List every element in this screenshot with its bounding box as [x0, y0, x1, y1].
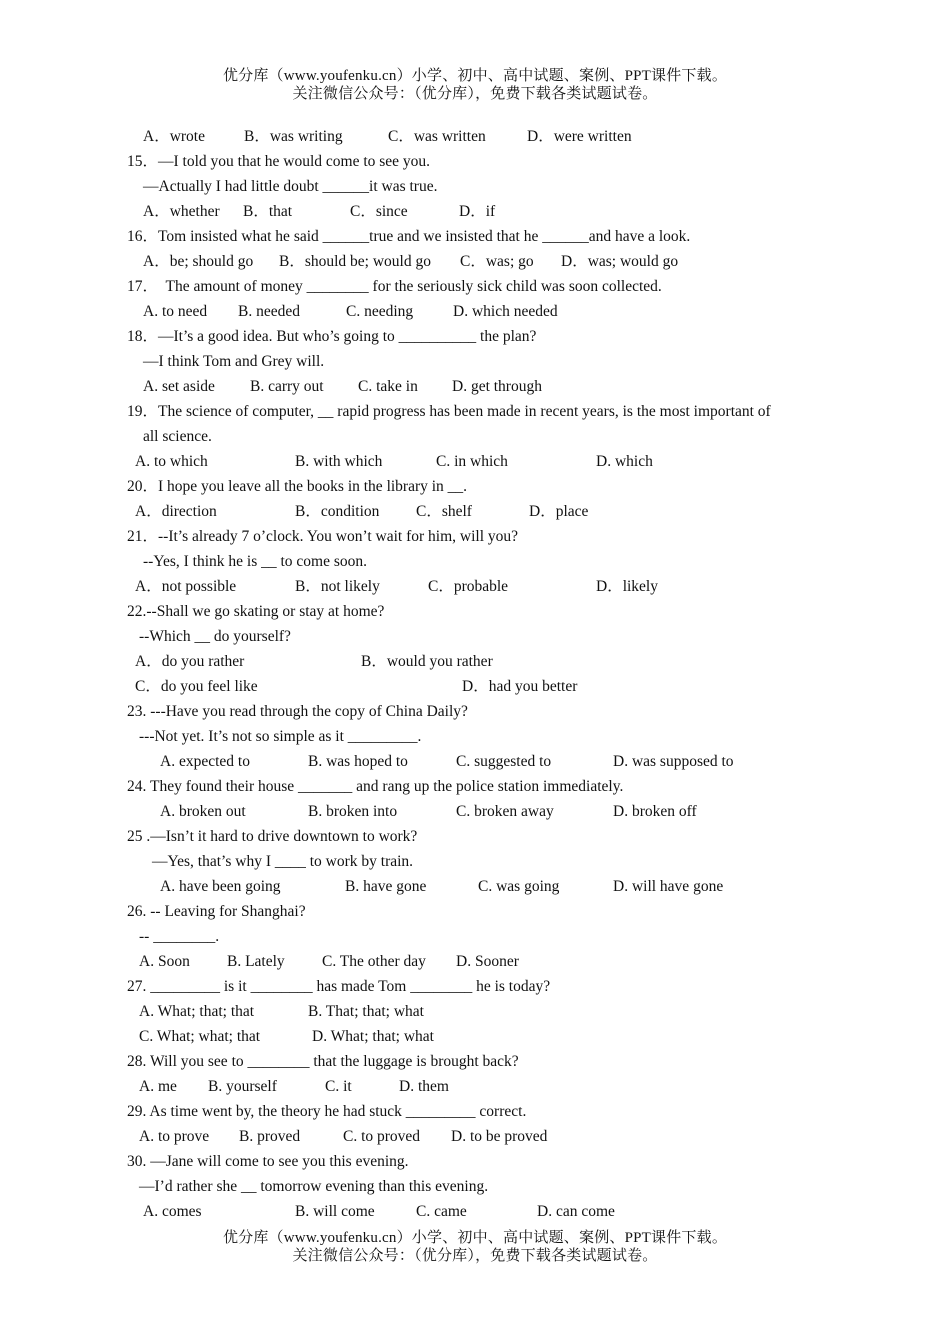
q29-option-b: B. proved: [239, 1128, 301, 1145]
q14-option-b: B．was writing: [244, 128, 343, 145]
q18-stem: 18．—It’s a good idea. But who’s going to __________ the plan?: [127, 328, 537, 345]
header-line-2: 关注微信公众号：（优分库），免费下载各类试题试卷。: [292, 86, 658, 102]
q23-option-c: C. suggested to: [456, 753, 552, 770]
q15-option-c: C．since: [350, 203, 408, 220]
q30-option-a: A. comes: [143, 1203, 202, 1220]
q19-option-c: C. in which: [436, 453, 508, 470]
q16-stem: 16．Tom insisted what he said ______true and we insisted that he ______and have a look.: [127, 228, 691, 245]
q22-option-c: C．do you feel like: [135, 678, 258, 695]
q30-option-d: D. can come: [537, 1203, 615, 1220]
q22-stem-2: --Which __ do yourself?: [139, 628, 291, 645]
q19-option-b: B. with which: [295, 453, 383, 470]
q18-stem-2: —I think Tom and Grey will.: [143, 353, 325, 370]
q17-option-c: C. needing: [346, 303, 414, 320]
q30-stem: 30. —Jane will come to see you this evening.: [127, 1153, 409, 1170]
q27-stem: 27. _________ is it ________ has made Tom ________ he is today?: [127, 978, 551, 995]
q24-option-c: C. broken away: [456, 803, 554, 820]
q17-option-b: B. needed: [238, 303, 300, 320]
footer-line-1: 优分库（www.youfenku.cn）小学、初中、高中试题、案例、PPT课件下载。: [222, 1230, 728, 1246]
q22-option-b: B．would you rather: [361, 653, 493, 670]
q25-option-a: A. have been going: [160, 878, 281, 895]
q14-option-a: A．wrote: [143, 128, 205, 145]
q23-option-d: D. was supposed to: [613, 753, 734, 770]
q28-option-d: D. them: [399, 1078, 449, 1095]
q25-option-d: D. will have gone: [613, 878, 724, 895]
footer-line-2: 关注微信公众号：（优分库），免费下载各类试题试卷。: [292, 1248, 658, 1264]
q15-option-b: B．that: [243, 203, 293, 220]
q24-option-b: B. broken into: [308, 803, 398, 820]
q26-option-b: B. Lately: [227, 953, 285, 970]
q16-option-c: C．was; go: [460, 253, 534, 270]
q17-option-a: A. to need: [143, 303, 208, 320]
q27-option-a: A. What; that; that: [139, 1003, 255, 1020]
q16-option-d: D．was; would go: [561, 253, 679, 270]
q19-option-a: A. to which: [135, 453, 208, 470]
header-line-1: 优分库（www.youfenku.cn）小学、初中、高中试题、案例、PPT课件下载。: [222, 68, 728, 84]
q18-option-c: C. take in: [358, 378, 418, 395]
q23-option-a: A. expected to: [160, 753, 250, 770]
q20-stem: 20．I hope you leave all the books in the library in __.: [127, 478, 468, 495]
q21-option-a: A．not possible: [135, 578, 237, 595]
q25-option-b: B. have gone: [345, 878, 427, 895]
q24-option-d: D. broken off: [613, 803, 697, 820]
q20-option-b: B．condition: [295, 503, 380, 520]
q30-stem-2: —I’d rather she __ tomorrow evening than this evening.: [139, 1178, 489, 1195]
q29-option-c: C. to proved: [343, 1128, 421, 1145]
q23-option-b: B. was hoped to: [308, 753, 408, 770]
q25-stem: 25 .—Isn’t it hard to drive downtown to work?: [127, 828, 418, 845]
q19-option-d: D. which: [596, 453, 653, 470]
q18-option-d: D. get through: [452, 378, 542, 395]
q22-stem: 22.--Shall we go skating or stay at home?: [127, 603, 385, 620]
q23-stem: 23. ---Have you read through the copy of China Daily?: [127, 703, 468, 720]
q24-stem: 24. They found their house _______ and rang up the police station immediately.: [127, 778, 624, 795]
q18-option-b: B. carry out: [250, 378, 324, 395]
q30-option-c: C. came: [416, 1203, 467, 1220]
q15-stem: 15．—I told you that he would come to see you.: [127, 153, 431, 170]
q25-stem-2: —Yes, that’s why I ____ to work by train.: [152, 853, 414, 870]
page-footer: [0, 1229, 950, 1265]
q27-option-b: B. That; that; what: [308, 1003, 424, 1020]
q24-option-a: A. broken out: [160, 803, 246, 820]
q15-option-a: A．whether: [143, 203, 220, 220]
q21-stem-2: --Yes, I think he is __ to come soon.: [143, 553, 368, 570]
q28-stem: 28. Will you see to ________ that the luggage is brought back?: [127, 1053, 519, 1070]
q29-option-a: A. to prove: [139, 1128, 210, 1145]
q16-option-b: B．should be; would go: [279, 253, 431, 270]
q17-stem: 17． The amount of money ________ for the seriously sick child was soon collected.: [127, 278, 662, 295]
q21-stem: 21．--It’s already 7 o’clock. You won’t wait for him, will you?: [127, 528, 519, 545]
q15-stem-2: —Actually I had little doubt ______it was true.: [143, 178, 438, 195]
q21-option-c: C．probable: [428, 578, 509, 595]
q22-option-d: D．had you better: [462, 678, 578, 695]
q20-option-a: A．direction: [135, 503, 217, 520]
q22-option-a: A．do you rather: [135, 653, 245, 670]
q26-option-a: A. Soon: [139, 953, 190, 970]
q28-option-a: A. me: [139, 1078, 177, 1095]
q23-stem-2: ---Not yet. It’s not so simple as it _________.: [139, 728, 422, 745]
q17-option-d: D. which needed: [453, 303, 558, 320]
q27-option-d: D. What; that; what: [312, 1028, 434, 1045]
q25-option-c: C. was going: [478, 878, 560, 895]
q26-stem: 26. -- Leaving for Shanghai?: [127, 903, 306, 920]
q27-option-c: C. What; what; that: [139, 1028, 261, 1045]
page-header: [0, 67, 950, 103]
q14-option-c: C．was written: [388, 128, 486, 145]
q30-option-b: B. will come: [295, 1203, 375, 1220]
q21-option-d: D．likely: [596, 578, 658, 595]
q19-stem-2: all science.: [143, 428, 212, 445]
q21-option-b: B．not likely: [295, 578, 380, 595]
q15-option-d: D．if: [459, 203, 496, 220]
q18-option-a: A. set aside: [143, 378, 215, 395]
q28-option-b: B. yourself: [208, 1078, 277, 1095]
q19-stem: 19．The science of computer, __ rapid progress has been made in recent years, is the most important of: [127, 403, 771, 420]
q26-stem-2: -- ________.: [139, 928, 220, 945]
q26-option-c: C. The other day: [322, 953, 426, 970]
q28-option-c: C. it: [325, 1078, 352, 1095]
q26-option-d: D. Sooner: [456, 953, 519, 970]
q20-option-d: D．place: [529, 503, 589, 520]
q20-option-c: C．shelf: [416, 503, 472, 520]
q14-option-d: D．were written: [527, 128, 632, 145]
q29-option-d: D. to be proved: [451, 1128, 548, 1145]
q16-option-a: A．be; should go: [143, 253, 254, 270]
q29-stem: 29. As time went by, the theory he had stuck _________ correct.: [127, 1103, 527, 1120]
